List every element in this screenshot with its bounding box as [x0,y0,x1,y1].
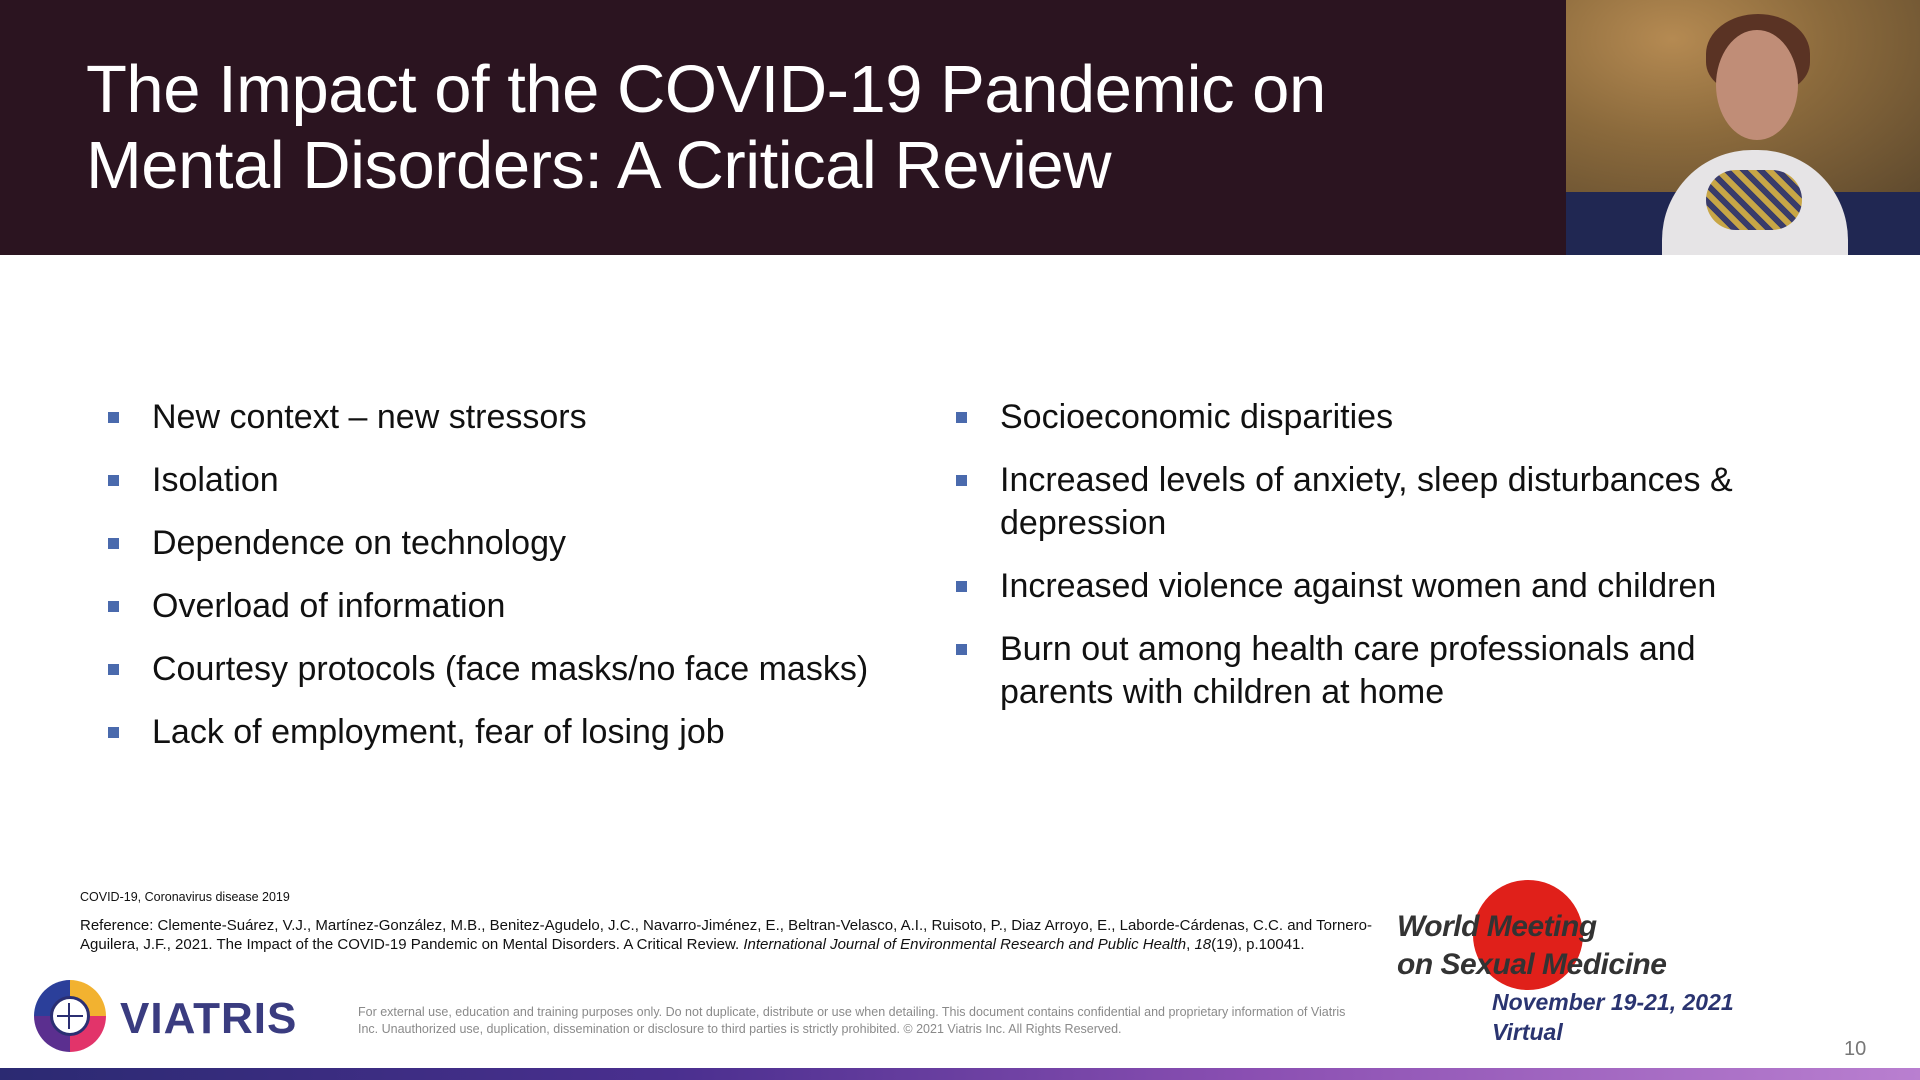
presenter-face [1716,30,1798,140]
bullet-text: Increased violence against women and children [1000,567,1717,605]
event-name-line1: World Meeting [1397,910,1597,943]
page-number: 10 [1844,1038,1867,1060]
square-bullet-icon [956,412,967,423]
bullet-item [108,648,928,691]
bullet-item [956,628,1796,714]
bullet-item [108,396,928,439]
bullet-item [956,565,1796,608]
bullet-text: Increased levels of anxiety, sleep disturbances & depression [1000,461,1733,542]
bullet-text: Burn out among health care professionals and parents with children at home [1000,630,1696,711]
viatris-globe-icon [34,980,106,1052]
bullet-text: Lack of employment, fear of losing job [152,713,725,751]
square-bullet-icon [108,412,119,423]
square-bullet-icon [956,475,967,486]
slide-title: The Impact of the COVID-19 Pandemic on Mental Disorders: A Critical Review [86,52,1326,203]
square-bullet-icon [108,475,119,486]
bottom-accent-bar [0,1068,1920,1080]
right-bullet-list [956,396,1796,734]
bullet-item [108,522,928,565]
square-bullet-icon [108,538,119,549]
bullet-text: Dependence on technology [152,524,566,562]
event-name-line2: on Sexual Medicine [1397,948,1667,981]
bullet-text: Courtesy protocols (face masks/no face masks) [152,650,869,688]
square-bullet-icon [956,644,967,655]
event-format: Virtual [1492,1019,1563,1045]
bullet-item [108,585,928,628]
square-bullet-icon [108,664,119,675]
abbreviation-note: COVID-19, Coronavirus disease 2019 [80,890,290,904]
bullet-text: Socioeconomic disparities [1000,398,1394,436]
logo-wordmark: VIATRIS [120,994,298,1043]
viatris-logo [34,980,304,1052]
reference-volume: 18 [1194,936,1212,953]
legal-disclaimer: For external use, education and training purposes only. Do not duplicate, distribute or use when detailing. This document contains confidential and proprietary information of Viatris Inc. Unauthorized use, duplication, dissemination or disclosure to third parties is strictly prohibited. © 2021 Viatris Inc. All Rights Reserved. [358,1005,1346,1036]
bullet-item [108,711,928,754]
square-bullet-icon [108,601,119,612]
reference-separator: , [1186,936,1195,953]
presenter-scarf [1706,170,1802,230]
left-bullet-list [108,396,928,774]
bullet-text: Isolation [152,461,279,499]
bullet-text: New context – new stressors [152,398,587,436]
bullet-text: Overload of information [152,587,506,625]
globe-icon [50,996,90,1036]
reference-text: Reference: Clemente-Suárez, V.J., Martínez-González, M.B., Benitez-Agudelo, J.C., Navarro-Jiménez, E., Beltran-Velasco, A.I., Ruisoto, P., Diaz Arroyo, E., Laborde-Cárdenas, C.C. and Tornero-Aguilera, J.F., 2021. The Impact of the COVID-19 Pandemic on Mental Disorders. A Critical Review. [80,917,1372,953]
reference-tail: (19), p.10041. [1211,936,1305,953]
presenter-webcam-feed [1566,0,1920,255]
reference-citation [80,916,1380,954]
bullet-item [956,396,1796,439]
square-bullet-icon [956,581,967,592]
bullet-item [108,459,928,502]
event-dates: November 19-21, 2021 [1492,989,1734,1015]
reference-journal: International Journal of Environmental Research and Public Health [743,936,1187,953]
square-bullet-icon [108,727,119,738]
event-logo [1395,880,1775,1050]
bullet-item [956,459,1796,545]
